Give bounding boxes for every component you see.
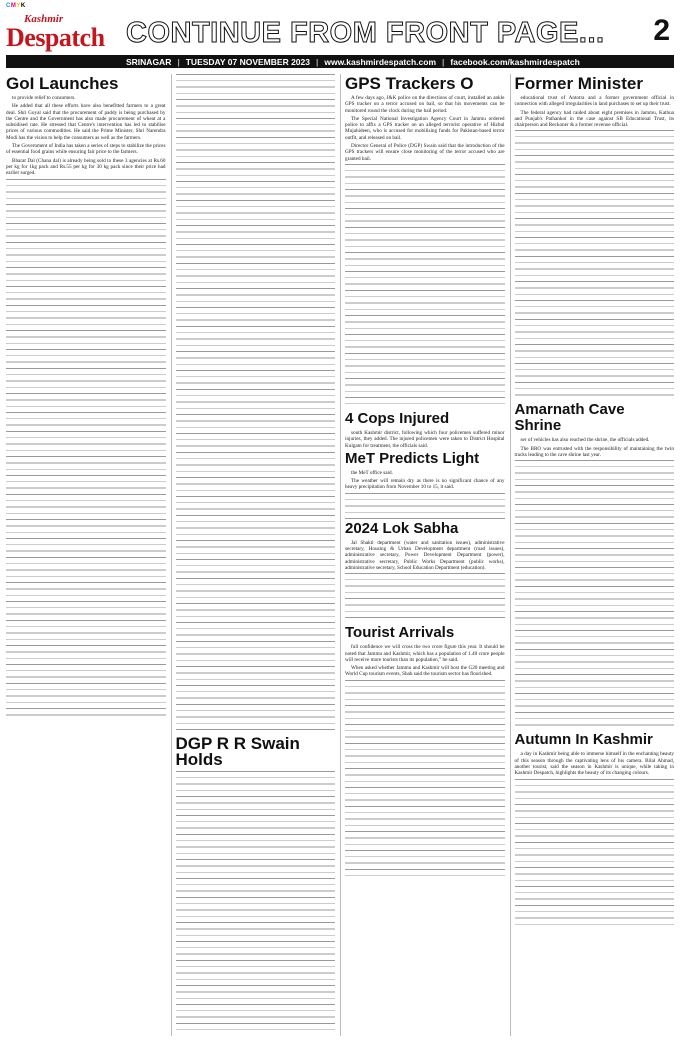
article-paragraph: a day in Kashmir being able to immerse himself in the enchanting beauty of this season through the captivating lens of his camera. Bilal Ahmad, another tourist, said the season in Kashmir is unique, while taking in Kashmir Despatch, highlights the beauty of its changing colours.: [514, 751, 674, 777]
article-paragraph: full confidence we will cross the two crore figure this year. It should be noted that Jammu and Kashmir, which has a population of 1.40 crore people will receive more tourists than its population," he said.: [345, 644, 505, 663]
body-text-lines: [515, 779, 675, 929]
article-dgp-swain: [176, 736, 336, 1031]
column-4: [510, 74, 675, 1036]
body-text-lines: [345, 493, 505, 519]
article-paragraph: educational trust of Antotra and a former government official in connection with alleged irregularities in land purchases to set up their trust.: [514, 95, 674, 108]
article-paragraph: Director General of Police (DGP) Swain said that the introduction of the GPS trackers will ensure close monitoring of the terror accused who are granted bail.: [345, 143, 505, 162]
facebook-link[interactable]: facebook.com/kashmirdespatch: [450, 56, 580, 67]
column-3: [340, 74, 505, 1036]
headline[interactable]: 4 Cops Injured: [345, 409, 450, 427]
article-paragraph: The Government of India has taken a series of steps to stabilize the prices of essential food grains while ensuring fair price to the farmers.: [6, 143, 166, 156]
article-gps-trackers: [345, 76, 505, 409]
logo-despatch: Despatch: [6, 23, 105, 52]
page-number: 2: [653, 14, 670, 47]
body-text-lines: [176, 771, 336, 1031]
headline[interactable]: DGP R R Swain Holds: [175, 734, 300, 769]
article-paragraph: south Kashmir district, following which four policemen suffered minor injuries, they added. The injured policemen were taken to District Hospital Kulgam for treatment, the officials said.: [345, 429, 505, 449]
headline[interactable]: 2024 Lok Sabha: [345, 519, 459, 537]
body-text-lines: [345, 164, 505, 409]
article-former-minister: [515, 76, 675, 400]
info-bar: SRINAGAR | TUESDAY 07 NOVEMBER 2023 | www.kashmirdespatch.com | facebook.com/kashmirdespatch: [6, 55, 674, 68]
article-paragraph: When asked whether Jammu and Kashmir will host the G20 meeting and World Cup tourism events, Shah said the tourism sector has flourished.: [345, 665, 505, 678]
body-text-lines: [176, 74, 336, 734]
page-content: [6, 74, 674, 1036]
article-paragraph: ser of vehicles has also reached the shrine, the officials added.: [520, 437, 650, 444]
logo-kashmir: Kashmir: [24, 13, 64, 25]
newspaper-logo[interactable]: [6, 14, 118, 52]
body-text-lines: [345, 573, 505, 623]
headline[interactable]: GoI Launches: [6, 74, 119, 93]
article-paragraph: The weather will remain dry as there is no significant chance of any heavy precipitation from November 10 to 15, it said.: [345, 478, 505, 491]
headline[interactable]: Former Minister: [514, 74, 643, 93]
article-autumn-in-kashmir: [515, 732, 675, 928]
body-text-lines: [6, 179, 166, 719]
article-paragraph: to provide relief to consumers.: [12, 95, 76, 101]
article-paragraph: Bharat Dal (Chana dal) is already being sold to these 3 agencies at Rs.60 per kg for 1kg pack and Rs.55 per kg for 30 kg pack since their price had earlier surged.: [6, 157, 166, 177]
body-text-lines: [515, 460, 675, 730]
issue-date: TUESDAY 07 NOVEMBER 2023: [185, 56, 310, 67]
headline[interactable]: GPS Trackers O: [345, 74, 474, 93]
article-amarnath-cave-shrine: [515, 402, 675, 730]
article-paragraph: The Special National Investigation Agency Court in Jammu ordered police to affix a GPS tracker on an alleged terrorist operative of Hizbul Mujahideen, who is accused for mobilising funds for Pakistan-based terror outfit, and released on bail.: [345, 115, 505, 141]
column-1: [6, 74, 166, 1036]
column-2: [171, 74, 336, 1036]
article-tourist-arrivals: [345, 625, 505, 879]
website-link[interactable]: www.kashmirdespatch.com: [324, 56, 437, 67]
article-paragraph: He added that all these efforts have also benefitted farmers to a great deal. Shri Goyal said that the procurement of paddy is being purchased by the Centre and the Government has also made procurement of wheat at a subsidised rate. He stressed that Centre's intervention has led to stabilise prices of various commodities. He said the Prime Minister, Shri Narendra Modi has the vision to help the consumers as well as the farmers.: [6, 103, 166, 141]
headline[interactable]: MeT Predicts Light: [345, 449, 480, 467]
article-met-predicts: [345, 451, 505, 519]
masthead: [6, 8, 674, 68]
headline[interactable]: Tourist Arrivals: [345, 624, 455, 642]
article-goi-launches: [6, 76, 166, 719]
headline[interactable]: Autumn In Kashmir: [514, 731, 653, 749]
body-text-lines: [345, 680, 505, 880]
city: SRINAGAR: [126, 56, 172, 67]
continued-banner: CONTINUE FROM FRONT PAGE...: [126, 17, 605, 49]
article-paragraph: A few days ago, J&K police on the directions of court, installed an ankle GPS tracker on a terror accused on bail, so that his movements can be monitored round the clock during the bail period.: [345, 95, 505, 114]
article-paragraph: The BRO was entrusted with the responsibility of maintaining the twin tracks leading to the cave shrine last year.: [514, 445, 674, 459]
cmyk-registration-marks: CMYK: [6, 3, 26, 9]
body-text-lines: [515, 130, 675, 400]
article-4-cops-injured: [345, 411, 505, 449]
article-paragraph: The federal agency had raided about eight premises in Jammu, Kathua and Punjab's Pathankot in the case against SB Educational Trust, its chairperson and Reckoner & a former revenue official.: [514, 109, 674, 129]
article-2024-lok-sabha: [345, 521, 505, 623]
headline[interactable]: Amarnath Cave Shrine: [514, 401, 625, 435]
article-paragraph: Jal Shakti department (water and sanitation issues), administrative secretary, Housing & Urban Development department (road issues), administrative secretary, Power Development Department (power), administrative secretary, Public Works Department (public works), administrative secretary, School Education Department (education).: [345, 539, 505, 571]
article-paragraph: the MeT office said.: [351, 469, 393, 476]
